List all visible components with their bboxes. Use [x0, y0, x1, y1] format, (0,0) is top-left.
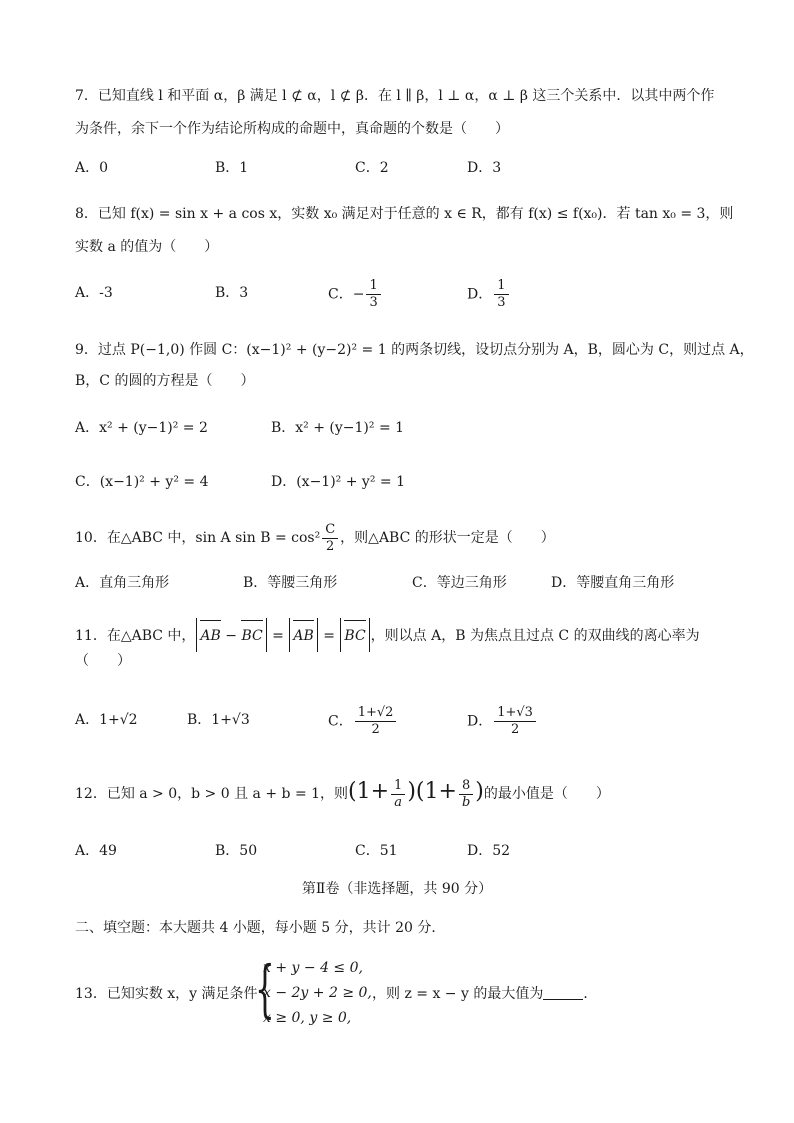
q11-vec-ab-1: AB — [200, 620, 220, 650]
q9-options-row2 — [75, 467, 735, 497]
q10-frac-num: C — [322, 522, 338, 539]
q11-text-post: ，则以点 A，B 为焦点且过点 C 的双曲线的离心率为 — [370, 628, 700, 644]
q8-frac-den-d: 3 — [497, 295, 506, 310]
q12-frac2-num: 8 — [459, 778, 473, 795]
q11-option-c-label: C． — [328, 713, 353, 730]
q11-option-d[interactable] — [467, 705, 538, 738]
q8-options — [75, 278, 735, 308]
section2-title: 第Ⅱ卷（非选择题，共 90 分） — [301, 881, 493, 897]
q11-abs-bc — [340, 618, 369, 652]
q8-option-c-fraction — [366, 278, 380, 311]
q11-line1 — [75, 618, 700, 652]
q12-option-c[interactable]: C．51 — [355, 843, 398, 859]
q9-line2: B，C 的圆的方程是（ ） — [75, 373, 255, 389]
q8-line2: 实数 a 的值为（ ） — [75, 239, 219, 255]
q10-option-d[interactable]: D．等腰直角三角形 — [551, 575, 675, 591]
q8-option-c[interactable] — [328, 278, 383, 311]
q11-option-a[interactable]: A．1+√2 — [75, 712, 138, 728]
q11-vec-bc-2: BC — [344, 620, 365, 650]
q11-option-c-fraction — [355, 705, 397, 738]
q12-fraction-1 — [391, 778, 405, 811]
q12-frac2-den: b — [461, 794, 471, 810]
q9-option-d[interactable]: D．(x−1)² + y² = 1 — [271, 474, 405, 490]
q12-text-post: 的最小值是（ ） — [483, 786, 610, 802]
q11-abs-diff — [196, 618, 266, 652]
q11-option-d-fraction — [494, 705, 536, 738]
q9-option-a[interactable]: A．x² + (y−1)² = 2 — [75, 420, 208, 436]
q13-end: ． — [583, 986, 598, 1002]
q10-line — [75, 520, 555, 556]
q11-option-c[interactable] — [328, 705, 398, 738]
q11-abs-ab — [289, 618, 317, 652]
q12-paren-open: (1+ — [348, 779, 390, 804]
q7-option-c[interactable]: C．2 — [355, 160, 389, 176]
fill-in-heading: 二、填空题：本大题共 4 小题，每小题 5 分，共计 20 分． — [75, 920, 446, 936]
q9-line1: 9．过点 P(−1,0) 作圆 C：(x−1)² + (y−2)² = 1 的两条切线，设切点分别为 A，B，圆心为 C，则过点 A， — [75, 342, 754, 358]
q10-fraction — [322, 522, 338, 555]
q13-cond-2: x − 2y + 2 ≥ 0, — [263, 985, 372, 1001]
q12-option-b[interactable]: B．50 — [215, 843, 258, 859]
q11-vec-bc-1: BC — [241, 620, 262, 650]
q8-option-d[interactable] — [467, 278, 511, 311]
q8-frac-num-d: 1 — [494, 278, 508, 295]
q12-paren-mid: )(1+ — [407, 779, 457, 804]
q11-vec-ab-2: AB — [293, 620, 313, 650]
q7-option-a[interactable]: A．0 — [75, 160, 109, 176]
q11-frac-num-c: 1+√2 — [355, 705, 397, 722]
q12-option-d[interactable]: D．52 — [467, 843, 511, 859]
q9-options-row1 — [75, 413, 735, 443]
q11-eq-2: = — [318, 628, 340, 644]
q10-option-b[interactable]: B．等腰三角形 — [243, 575, 338, 591]
q13-text-pre: 13．已知实数 x，y 满足条件 — [75, 986, 258, 1002]
q11-eq-1: = — [267, 628, 289, 644]
q10-option-c[interactable]: C．等边三角形 — [412, 575, 507, 591]
q10-frac-den: 2 — [326, 538, 335, 554]
q8-option-a[interactable]: A．-3 — [75, 285, 113, 301]
q11-frac-den-c: 2 — [371, 722, 380, 737]
q9-option-b[interactable]: B．x² + (y−1)² = 1 — [271, 420, 405, 436]
q11-frac-den-d: 2 — [510, 722, 520, 737]
q13-cond-3: x ≥ 0, y ≥ 0, — [263, 1010, 352, 1026]
q11-minus: − — [220, 628, 242, 644]
q9-option-c[interactable]: C．(x−1)² + y² = 4 — [75, 474, 209, 490]
q8-option-d-fraction — [494, 278, 508, 311]
q11-line2: （ ） — [75, 653, 131, 669]
q7-options — [75, 153, 735, 183]
q7-line2: 为条件，余下一个作为结论所构成的命题中，真命题的个数是（ ） — [75, 121, 509, 137]
q12-option-a[interactable]: A．49 — [75, 843, 117, 859]
q11-option-d-label: D． — [467, 713, 493, 730]
q12-paren-close: ) — [475, 779, 484, 804]
q12-frac1-num: 1 — [391, 778, 405, 795]
q13-text-post: ，则 z = x − y 的最大值为 — [372, 986, 544, 1002]
q13-brace: { — [255, 952, 275, 1025]
q13-answer-blank[interactable] — [543, 985, 583, 1000]
q10-text-post: ，则△ABC 的形状一定是（ ） — [340, 530, 555, 546]
q12-frac1-den: a — [394, 794, 403, 810]
q10-option-a[interactable]: A．直角三角形 — [75, 575, 170, 591]
q8-line1: 8．已知 f(x) = sin x + a cos x，实数 x₀ 满足对于任意的 x ∈ R，都有 f(x) ≤ f(x₀)．若 tan x₀ = 3，则 — [75, 206, 734, 222]
q8-option-b[interactable]: B．3 — [215, 285, 249, 301]
q13-cond-1: x + y − 4 ≤ 0, — [263, 960, 363, 976]
q8-option-d-label: D． — [467, 286, 493, 303]
q11-frac-num-d: 1+√3 — [494, 705, 536, 722]
q8-option-c-label: C．− — [328, 286, 365, 303]
q13-text-post-line — [372, 984, 597, 1004]
q8-frac-den-c: 3 — [369, 295, 378, 310]
q7-option-d[interactable]: D．3 — [467, 160, 502, 176]
q7-line1: 7．已知直线 l 和平面 α，β 满足 l ⊄ α，l ⊄ β．在 l ∥ β，l ⊥ α，α ⊥ β 这三个关系中．以其中两个作 — [75, 88, 715, 104]
q11-option-b[interactable]: B．1+√3 — [187, 712, 250, 728]
q11-options — [75, 705, 735, 735]
q12-line — [75, 774, 610, 812]
q10-options — [75, 568, 735, 598]
q7-option-b[interactable]: B．1 — [215, 160, 249, 176]
q10-text-pre: 10．在△ABC 中，sin A sin B = cos² — [75, 530, 321, 546]
q12-fraction-2 — [459, 778, 473, 811]
q12-text-pre: 12．已知 a > 0，b > 0 且 a + b = 1，则 — [75, 786, 349, 802]
q8-frac-num-c: 1 — [366, 278, 380, 295]
q11-text-pre: 11．在△ABC 中， — [75, 628, 196, 644]
q12-options — [75, 836, 735, 866]
